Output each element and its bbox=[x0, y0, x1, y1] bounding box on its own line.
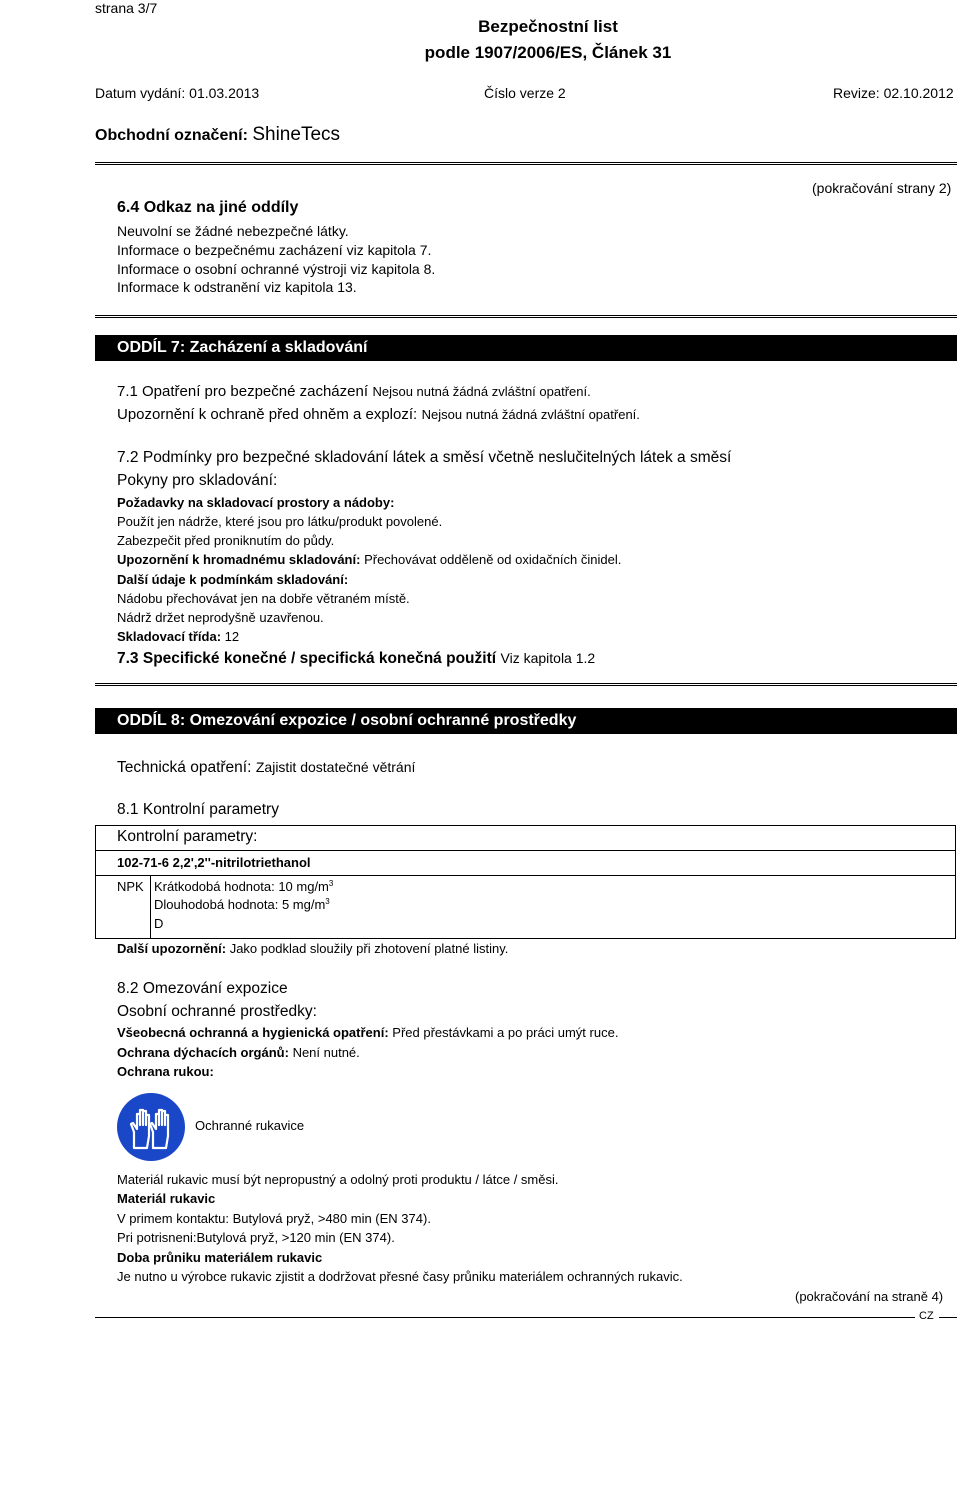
substance-name: 102-71-6 2,2',2''-nitrilotriethanol bbox=[117, 855, 311, 870]
mass-storage-row bbox=[117, 552, 621, 567]
trade-name-label: Obchodní označení: bbox=[95, 127, 248, 144]
requirement-1: Použít jen nádrže, které jsou pro látku/produkt povolené. bbox=[117, 514, 443, 529]
issue-date: Datum vydání: 01.03.2013 bbox=[95, 85, 260, 101]
p81-title: 8.1 Kontrolní parametry bbox=[117, 801, 279, 818]
section-8-header: ODDÍL 8: Omezování expozice / osobní ochranné prostředky bbox=[95, 708, 957, 734]
version-number: Číslo verze 2 bbox=[484, 85, 566, 101]
contact-line-2: Pri potrisneni:Butylová pryž, >120 min (EN 374). bbox=[117, 1230, 395, 1245]
npk-label: NPK bbox=[117, 879, 144, 894]
contact-line-1: V primem kontaktu: Butylová pryž, >480 min (EN 374). bbox=[117, 1211, 431, 1226]
short-term-value: Krátkodobá hodnota: 10 mg/m bbox=[154, 879, 329, 894]
section-divider-2 bbox=[95, 317, 957, 318]
tech-text: Zajistit dostatečné větrání bbox=[255, 759, 416, 775]
storage-class-label: Skladovací třída: bbox=[117, 629, 222, 644]
p73-text: Viz kapitola 1.2 bbox=[500, 650, 596, 666]
header-divider bbox=[95, 162, 957, 163]
hygiene-text: Před přestávkami a po práci umýt ruce. bbox=[392, 1025, 619, 1040]
continued-to: (pokračování na straně 4) bbox=[795, 1289, 944, 1304]
footer-rule-left bbox=[95, 1317, 915, 1318]
trade-name-row bbox=[95, 124, 340, 146]
more-info-1: Nádobu přechovávat jen na dobře větraném místě. bbox=[117, 591, 410, 606]
mass-storage-label: Upozornění k hromadnému skladování: bbox=[117, 552, 361, 567]
requirements-label: Požadavky na skladovací prostory a nádoby: bbox=[117, 495, 395, 510]
gloves-label: Ochranné rukavice bbox=[195, 1118, 305, 1133]
respiratory-row bbox=[117, 1045, 360, 1060]
more-info-2: Nádrž držet neprodyšně uzavřenou. bbox=[117, 610, 324, 625]
table-heading: Kontrolní parametry: bbox=[117, 828, 258, 845]
fire-label: Upozornění k ochraně před ohněm a explozí: bbox=[117, 406, 418, 423]
hygiene-row bbox=[117, 1025, 618, 1040]
section-divider-2 bbox=[95, 685, 957, 686]
breakthrough-text: Je nutno u výrobce rukavic zjistit a dodržovat přesné časy průniku materiálem ochranných rukavic. bbox=[117, 1269, 683, 1284]
header-divider-2 bbox=[95, 164, 957, 165]
d-note: D bbox=[154, 916, 164, 931]
long-term-unit-exponent: 3 bbox=[325, 897, 330, 906]
revision-date: Revize: 02.10.2012 bbox=[833, 85, 954, 101]
section-divider bbox=[95, 315, 957, 316]
short-term-unit-exponent: 3 bbox=[328, 879, 334, 888]
s64-line-4: Informace k odstranění viz kapitola 13. bbox=[117, 279, 357, 295]
fire-row bbox=[117, 406, 640, 424]
tech-row bbox=[117, 759, 415, 777]
section-6-4-title: 6.4 Odkaz na jiné oddíly bbox=[117, 199, 299, 216]
note-text: Jako podklad sloužily při zhotovení platné listiny. bbox=[229, 941, 509, 956]
p82-title: 8.2 Omezování expozice bbox=[117, 980, 288, 997]
s64-line-3: Informace o osobní ochranné výstroji viz kapitola 8. bbox=[117, 261, 436, 277]
p72-title: 7.2 Podmínky pro bezpečné skladování látek a směsí včetně neslučitelných látek a směsí bbox=[117, 449, 732, 466]
ppe-heading: Osobní ochranné prostředky: bbox=[117, 1003, 317, 1020]
table-rule bbox=[95, 850, 956, 851]
document-subtitle: podle 1907/2006/ES, Článek 31 bbox=[424, 43, 672, 62]
section-divider bbox=[95, 683, 957, 684]
storage-class-value: 12 bbox=[224, 629, 240, 644]
p71-label: 7.1 Opatření pro bezpečné zacházení bbox=[117, 383, 369, 400]
storage-class-row bbox=[117, 629, 239, 644]
language-code: CZ bbox=[919, 1310, 934, 1322]
trade-name: ShineTecs bbox=[252, 124, 341, 145]
protective-gloves-icon bbox=[116, 1092, 186, 1162]
storage-heading: Pokyny pro skladování: bbox=[117, 472, 278, 489]
p71-row bbox=[117, 383, 591, 401]
s64-line-2: Informace o bezpečnému zacházení viz kapitola 7. bbox=[117, 242, 432, 258]
page-number: strana 3/7 bbox=[95, 0, 158, 16]
table-column-divider bbox=[150, 875, 151, 938]
respiratory-text: Není nutné. bbox=[292, 1045, 360, 1060]
short-term-row bbox=[154, 879, 333, 894]
more-info-label: Další údaje k podmínkám skladování: bbox=[117, 572, 349, 587]
note-label: Další upozornění: bbox=[117, 941, 227, 956]
p73-row bbox=[117, 650, 595, 668]
fire-text: Nejsou nutná žádná zvláštní opatření. bbox=[421, 407, 640, 422]
footer-rule-right bbox=[939, 1317, 957, 1318]
p73-label: 7.3 Specifické konečné / specifická konečná použití bbox=[117, 650, 497, 667]
s64-line-1: Neuvolní se žádné nebezpečné látky. bbox=[117, 223, 349, 239]
hand-protection-label: Ochrana rukou: bbox=[117, 1064, 214, 1079]
mass-storage-text: Přechovávat odděleně od oxidačních činidel. bbox=[364, 552, 622, 567]
tech-label: Technická opatření: bbox=[117, 759, 252, 776]
glove-material-label: Materiál rukavic bbox=[117, 1191, 216, 1206]
hygiene-label: Všeobecná ochranná a hygienická opatření: bbox=[117, 1025, 389, 1040]
note-row bbox=[117, 941, 508, 956]
respiratory-label: Ochrana dýchacích orgánů: bbox=[117, 1045, 289, 1060]
long-term-row bbox=[154, 897, 330, 912]
glove-material-text: Materiál rukavic musí být nepropustný a odolný proti produktu / látce / směsi. bbox=[117, 1172, 559, 1187]
continued-from: (pokračování strany 2) bbox=[812, 180, 952, 196]
long-term-value: Dlouhodobá hodnota: 5 mg/m bbox=[154, 897, 326, 912]
table-rule bbox=[95, 875, 956, 876]
p71-text: Nejsou nutná žádná zvláštní opatření. bbox=[372, 384, 591, 399]
section-7-header: ODDÍL 7: Zacházení a skladování bbox=[95, 335, 957, 361]
document-title: Bezpečnostní list bbox=[478, 17, 618, 36]
breakthrough-label: Doba průniku materiálem rukavic bbox=[117, 1250, 323, 1265]
requirement-2: Zabezpečit před proniknutím do půdy. bbox=[117, 533, 335, 548]
